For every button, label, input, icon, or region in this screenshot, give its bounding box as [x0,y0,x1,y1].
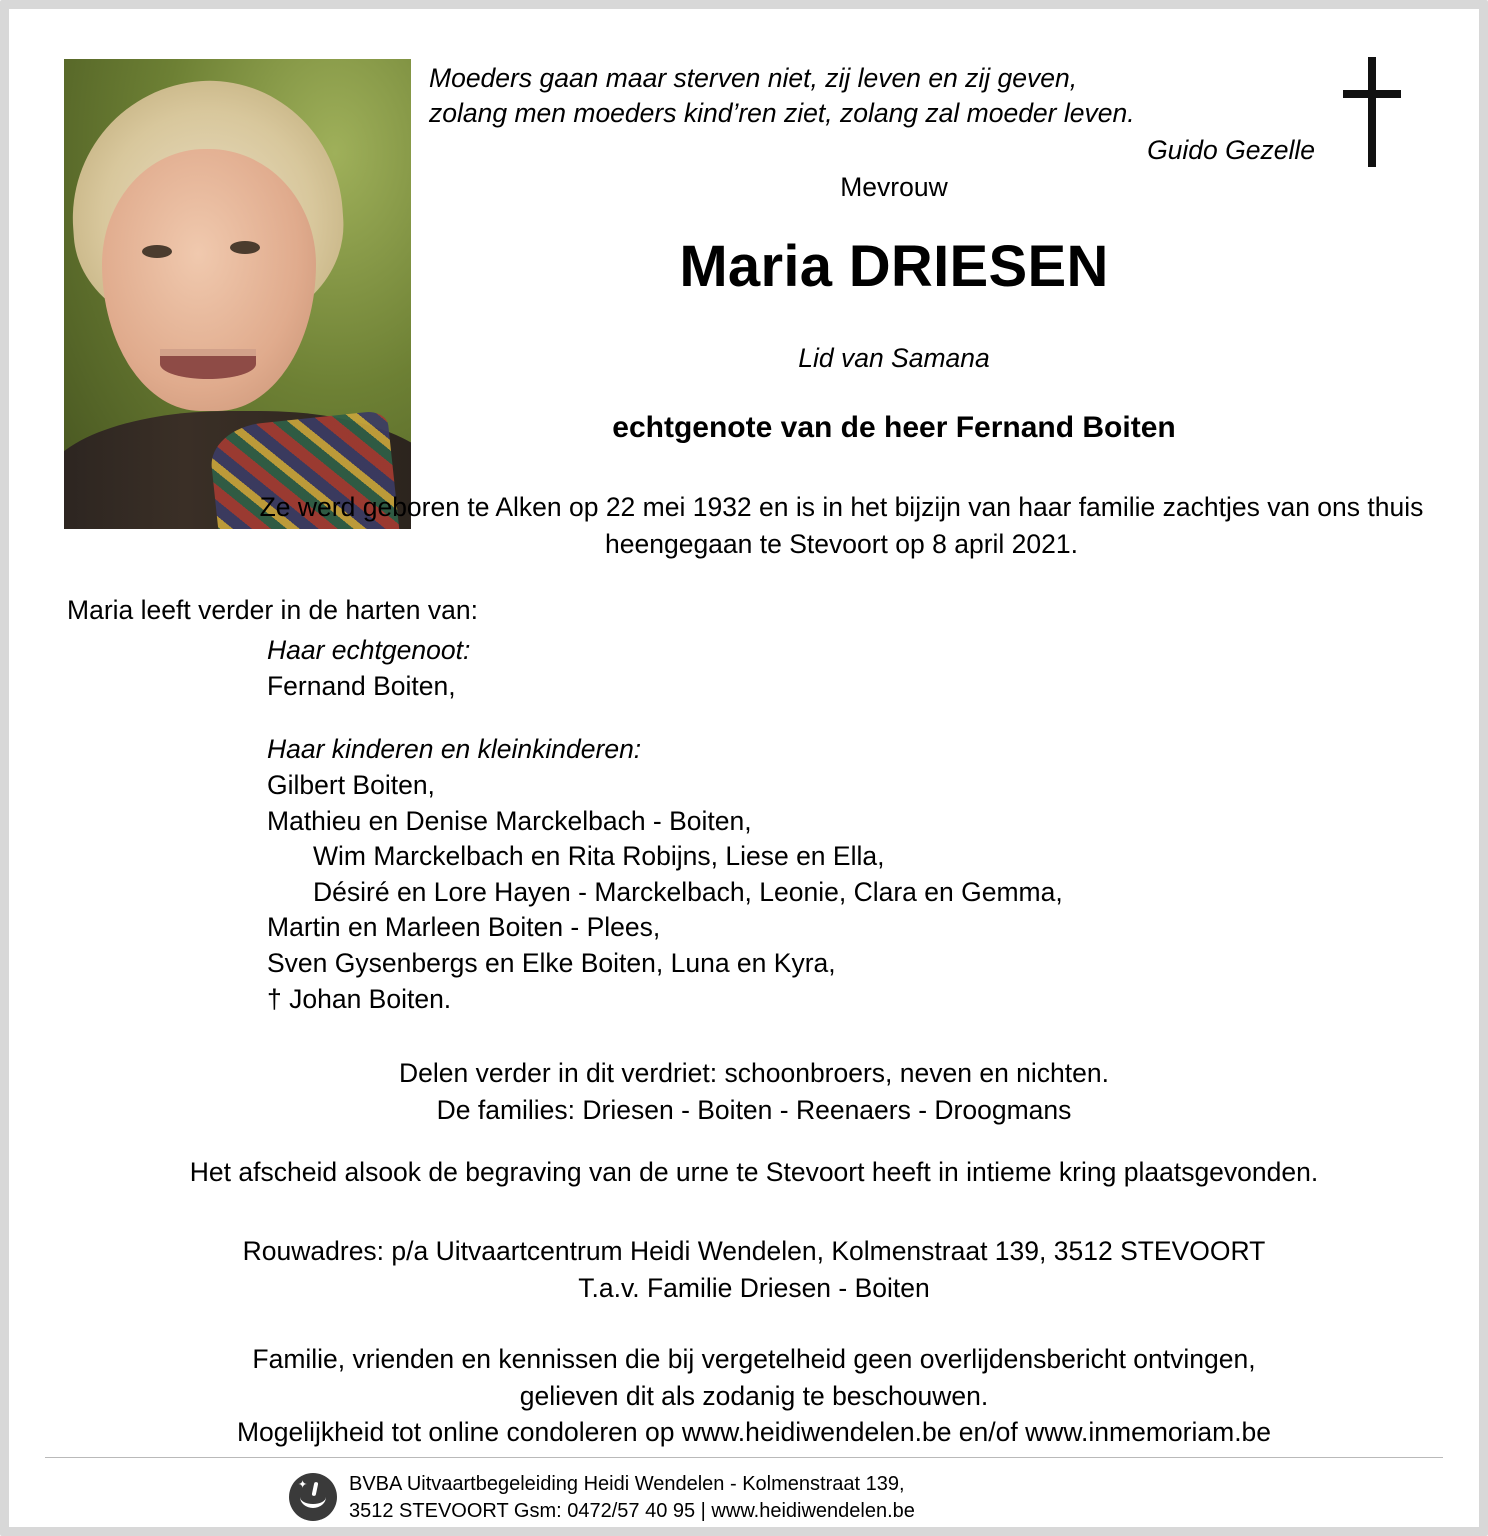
list-item: Mathieu en Denise Marckelbach - Boiten, [267,805,752,836]
footer-line-2: 3512 STEVOORT Gsm: 0472/57 40 95 | www.heidiwendelen.be [349,1500,915,1522]
footer-divider [45,1457,1443,1458]
list-item: Sven Gysenbergs en Elke Boiten, Luna en Kyra, [267,948,836,979]
list-item: Désiré en Lore Hayen - Marckelbach, Leonie, Clara en Gemma, [313,876,1063,907]
farewell-text: Het afscheid alsook de begraving van de urne te Stevoort heeft in intieme kring plaatsgevonden. [189,1157,1319,1187]
portrait-eye-right [230,241,260,254]
spouse-heading: Haar echtgenoot: [267,635,471,665]
family-intro: Maria leeft verder in de harten van: [67,595,478,625]
share-line-1: Delen verder in dit verdriet: schoonbroers, neven en nichten. [398,1058,1109,1088]
logo-swan-body [300,1486,326,1508]
address-line-1: Rouwadres: p/a Uitvaartcentrum Heidi Wendelen, Kolmenstraat 139, 3512 STEVOORT [242,1236,1266,1266]
funeral-home-logo [289,1473,337,1521]
portrait-eye-left [142,245,172,258]
list-item: Martin en Marleen Boiten - Plees, [267,912,661,943]
poem-author: Guido Gezelle [1147,135,1315,166]
share-block [129,1055,1379,1128]
spouse-line: echtgenote van de heer Fernand Boiten [612,411,1176,444]
list-item: Gilbert Boiten, [267,769,435,800]
salutation: Mevrouw [840,172,948,202]
notice-line-3: Mogelijkheid tot online condoleren op www.heidiwendelen.be en/of www.inmemoriam.be [236,1417,1272,1448]
portrait-photo [64,59,411,529]
notice-block [69,1341,1439,1451]
footer-text [349,1471,1149,1525]
list-gap [267,704,1367,732]
poem-line-2: zolang men moeders kind’ren ziet, zolang zal moeder leven. [429,98,1135,129]
list-item: † Johan Boiten. [267,983,452,1014]
list-item: Wim Marckelbach en Rita Robijns, Liese en Ella, [313,841,885,872]
star-icon: ✦ [298,1479,308,1491]
poem-block [429,61,1359,169]
birth-death-text: Ze werd geboren te Alken op 22 mei 1932 en is in het bijzijn van haar familie zachtjes van ons thuis heengegaan te Stevoort op 8 april 2021. [259,492,1424,559]
poem-line-1: Moeders gaan maar sterven niet, zij leven en zij geven, [429,63,1078,93]
share-line-2: De families: Driesen - Boiten - Reenaers - Droogmans [436,1094,1072,1125]
cross-vertical [1368,57,1376,167]
footer-line-1: BVBA Uitvaartbegeleiding Heidi Wendelen - Kolmenstraat 139, [349,1473,905,1495]
notice-line-1: Familie, vrienden en kennissen die bij vergetelheid geen overlijdensbericht ontvingen, [252,1344,1256,1374]
family-list [267,633,1367,1017]
portrait-mouth [160,349,256,379]
notice-line-2: gelieven dit als zodanig te beschouwen. [519,1380,989,1411]
membership-line: Lid van Samana [798,343,990,373]
mourning-address [69,1233,1439,1306]
children-heading: Haar kinderen en kleinkinderen: [267,734,642,765]
address-line-2: T.a.v. Familie Driesen - Boiten [578,1272,930,1303]
spouse-name: Fernand Boiten, [267,670,456,701]
deceased-name: Maria DRIESEN [679,234,1109,299]
card-inner [9,9,1479,1527]
